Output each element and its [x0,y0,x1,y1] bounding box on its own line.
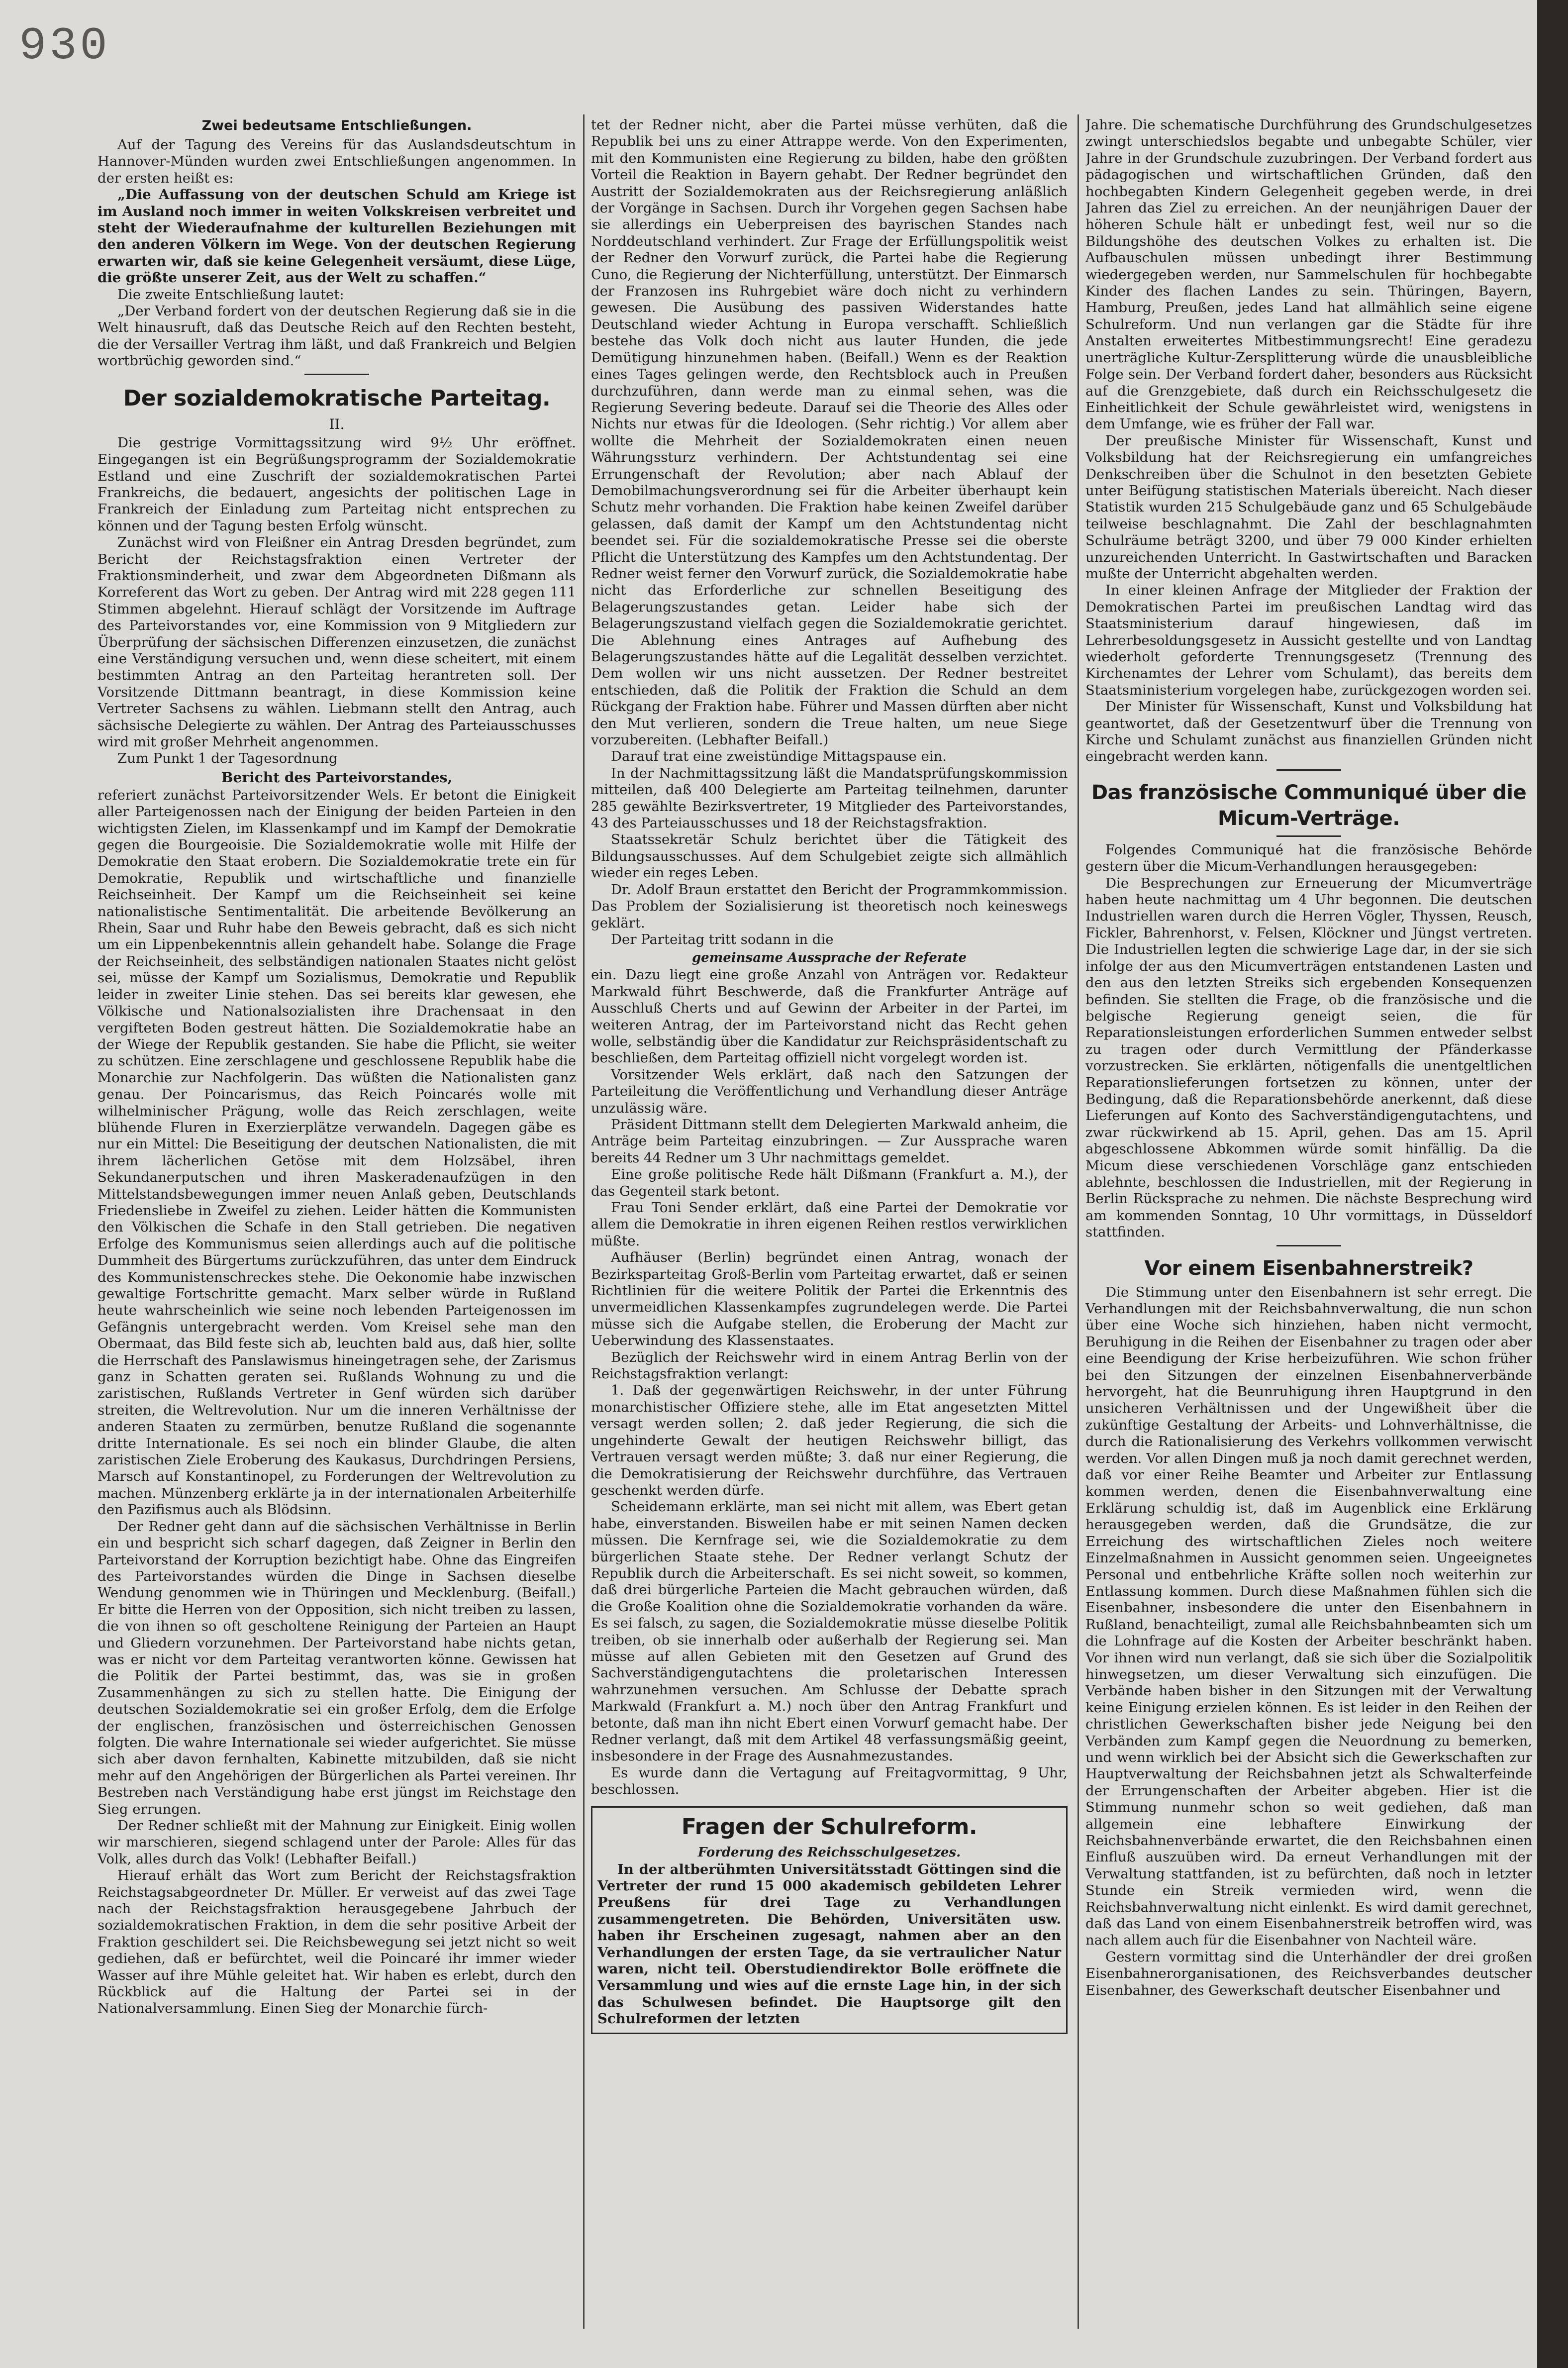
heading-eisenbahnerstreik: Vor einem Eisenbahnerstreik? [1144,1256,1473,1280]
paragraph: Es wurde dann die Vertagung auf Freitagvormittag, 9 Uhr, beschlossen. [591,1764,1068,1798]
paragraph: Hierauf erhält das Wort zum Bericht der Reichstagsfraktion Reichstagsabgeordneter Dr. Müller. Er verweist auf das zwei Tage nach der Reichstagsfraktion herausgegebene Jahrbuch der sozialdemokratischen Fraktion, in dem die sehr positive Arbeit der Fraktion geschildert sei. Die Reichsbewegung sei jetzt nicht so weit gediehen, daß er befürchtet, weil die Poincaré ihr immer wieder Wasser auf ihre Mühle geleitet hat. Wir haben es erlebt, durch den Rückblick auf die Haltung der Partei sei in der Nationalversammlung. Einen Sieg der Monarchie fürch- [98,1867,576,2017]
subheading-bericht-parteivorstand: Bericht des Parteivorstandes, [221,769,453,786]
article-schulreform-box [591,1806,1068,2034]
paragraph: ein. Dazu liegt eine große Anzahl von Anträgen vor. Redakteur Markwald führt Beschwerde, daß die Frankfurter Anträge auf Ausschluß Cherts und auf Gewinn der Arbeiter in der Partei, im weiteren Antrag, der im Parteivorstand nicht das Recht gehen wolle, selbständig über die Kandidatur zur Reichspräsidentschaft zu beschließen, dem Parteitag offiziell nicht vorgelegt worden ist. [591,967,1068,1066]
paragraph: Der preußische Minister für Wissenschaft, Kunst und Volksbildung hat der Reichsregierung ein umfangreiches Denkschreiben über die Schulnot in den besetzten Gebiete unter Beifügung statistischen Materials übereicht. Nach dieser Statistik wurden 215 Schulgebäude ganz und 65 Schulgebäude teilweise beschlagnahmt. Die Zahl der beschlagnahmten Schulräume beträgt 3200, und über 79 000 Kinder erhielten unzureichenden Unterricht. In Gastwirtschaften und Baracken mußte der Unterricht abgehalten werden. [1085,432,1532,582]
paragraph: Vorsitzender Wels erklärt, daß nach den Satzungen der Parteileitung die Veröffentlichung und Verhandlung dieser Anträge unzulässig wäre. [591,1066,1068,1116]
heading-parteitag: Der sozialdemokratische Parteitag. [123,385,551,411]
paragraph: Der Redner geht dann auf die sächsischen Verhältnisse in Berlin ein und bespricht sich scharf dagegen, daß Zeigner in Berlin den Parteivorstand der Korruption bezichtigt habe. Ohne das Eingreifen des Parteivorstandes würden die Dinge in Sachsen dieselbe Wendung genommen wie in Thüringen und Mecklenburg. (Beifall.) Er bitte die Herren von der Opposition, sich nicht treiben zu lassen, die von ihnen so oft gescholtene Reinigung der Parteien an Haupt und Gliedern vorzunehmen. Der Parteivorstand habe nichts getan, was er nicht vor dem Parteitag verantworten könne. Gewissen hat die Politik der Partei bestimmt, das, was sie in großen Zusammenhängen zu sich zu stellen hatte. Die Einigung der deutschen Sozialdemokratie sei ein großer Erfolg, dem die Erfolge der englischen, französischen und österreichischen Genossen folgten. Die wahre Internationale sei wieder aufgerichtet. Sie müsse sich aber davon fernhalten, Kabinette mitzubilden, daß sie nicht mehr auf den Angehörigen der Bürgerlichen als Partei vereinen. Ihr Bestreben nach Verständigung habe erst jüngst im Reichstage den Sieg errungen. [98,1518,576,1817]
paragraph: Staatssekretär Schulz berichtet über die Tätigkeit des Bildungsausschusses. Auf dem Schulgebiet zeigte sich allmählich wieder ein reges Leben. [591,831,1068,881]
section-divider [1276,1245,1341,1246]
heading-micum-communique: Das französische Communiqué über die Micum-Verträge. [1091,781,1527,830]
paragraph: Bezüglich der Reichswehr wird in einem Antrag Berlin von der Reichstagsfraktion verlangt: [591,1349,1068,1382]
paragraph: In einer kleinen Anfrage der Mitglieder der Fraktion der Demokratischen Partei im preußischen Landtag wird das Staatsministerium darauf hingewiesen, daß im Lehrerbesoldungsgesetz in Aussicht gestellte und von Landtag wiederholt geforderte Trennungsgesetz (Trennung des Kirchenamtes der Lehrer vom Schulamt), das bereits dem Staatsministerium vorgelegen habe, zurückgezogen worden sei. [1085,582,1532,698]
paragraph: Der Minister für Wissenschaft, Kunst und Volksbildung hat geantwortet, daß der Gesetzentwurf über die Trennung von Kirche und Schulamt zunächst aus finanziellen Gründen nicht eingebracht werden kann. [1085,699,1532,765]
paragraph: Folgendes Communiqué hat die französische Behörde gestern über die Micum-Verhandlungen herausgegeben: [1085,841,1532,875]
scan-edge-strip [1537,0,1568,2368]
paragraph: Scheidemann erklärte, man sei nicht mit allem, was Ebert getan habe, einverstanden. Bisweilen habe er mit seinen Namen decken müssen. Die Kernfrage sei, wie die Sozialdemokratie zu dem bürgerlichen Staate stehe. Der Redner verlangt Schutz der Republik durch die Arbeiterschaft. Es sei nicht soweit, so kommen, daß drei bürgerliche Parteien die Macht gebrauchen würden, daß die Große Koalition ohne die Sozialdemokratie vorhanden da wäre. Es sei falsch, zu sagen, die Sozialdemokratie müsse dieselbe Politik treiben, ob sie innerhalb oder außerhalb der Regierung sei. Man müsse auf allen Gebieten mit den Gesetzen auf Grund des Sachverständigengutachtens die proletarischen Interessen wahrzunehmen versuchen. Am Schlusse der Debatte sprach Markwald (Frankfurt a. M.) noch über den Antrag Frankfurt und betonte, daß man ihn nicht Ebert einen Vorwurf gemacht habe. Der Redner verlangt, daß mit dem Artikel 48 verfassungsmäßig geeint, insbesondere in der Frage des Ausnahmezustandes. [591,1499,1068,1764]
paragraph: Die gestrige Vormittagssitzung wird 9½ Uhr eröffnet. Eingegangen ist ein Begrüßungsprogramm der Sozialdemokratie Estland und eine Zuschrift der sozialdemokratischen Partei Frankreichs, die bedauert, angesichts der politischen Lage in Frankreich der Einladung zum Parteitag nicht entsprechen zu können und der Tagung besten Erfolg wünscht. [98,434,576,534]
section-divider [1276,835,1341,837]
column-left [98,117,576,2017]
paragraph: Die Stimmung unter den Eisenbahnern ist sehr erregt. Die Verhandlungen mit der Reichsbahnverwaltung, die nun schon über eine Woche sich hinziehen, haben nicht vermocht, Beruhigung in die Reihen der Eisenbahner zu tragen oder aber eine Beendigung der Krise herbeizuführen. Wie schon früher bei den Sitzungen der einzelnen Eisenbahnerverbände hervorgeht, hat die Beunruhigung ihren Hauptgrund in den unsicheren Verhältnissen und der Ungewißheit über die zukünftige Gestaltung der Arbeits- und Lohnverhältnisse, die durch die Rationalisierung des Verkehrs vollkommen verwischt werden. Vor allen Dingen muß ja noch damit gerechnet werden, daß vor einer Reihe Beamter und Arbeiter zur Entlassung kommen werden, denen die Eisenbahnverwaltung eine Erklärung schuldig ist, daß im Augenblick eine Erklärung herausgegeben werden, daß die Grundsätze, die zur Erreichung des wirtschaftlichen Zieles noch weitere Einzelmaßnahmen in Aussicht genommen seien. Ungeeignetes Personal und entbehrliche Kräfte sollen noch weiterhin zur Entlassung kommen. Durch diese Maßnahmen fühlen sich die Eisenbahner, insbesondere die unter den Eisenbahnern in Rußland, benachteiligt, zumal alle Reichsbahnbeamten sich um die Lohnfrage auf die Kosten der Arbeiter beschränkt haben. Vor ihnen wird nun verlangt, daß sie sich über die Sozialpolitik hinwegsetzen, um dieser Verwaltung sich einzufügen. Die Verbände haben bisher in den Sitzungen mit der Verwaltung keine Einigung erzielen können. Es ist leider in den Reihen der christlichen Gewerkschaften bisher jede Neigung bei den Verbänden zum Kampf gegen die Neuordnung zu bemerken, und wenn wirklich bei der Absicht sich die Gewerkschaften zur Hauptverwaltung der Reichsbahnen jetzt als Schwalterfeinde der Errungenschaften der Arbeiter abgeben. Hier ist die Stimmung nunmehr schon so weit gediehen, daß man allgemein eine lebhaftere Einwirkung der Reichsbahnenverbände erwartet, die den Reichsbahnen einen Einfluß auszuüben wird. Da erneut Verhandlungen mit der Verwaltung stattfanden, ist zu befürchten, daß noch in letzter Stunde ein Streik vermieden wird, wenn die Reichsbahnverwaltung nicht einlenkt. Es wird damit gerechnet, daß das Land von einem Eisenbahnerstreik betroffen wird, was nach allem auch für die Eisenbahner von Nachteil wäre. [1085,1284,1532,1949]
paragraph: Der Parteitag tritt sodann in die [611,931,834,947]
paragraph: Der Redner schließt mit der Mahnung zur Einigkeit. Einig wollen wir marschieren, siegend schlagend unter der Parole: Alles für das Volk, alles durch das Volk! (Lebhafter Beifall.) [98,1818,576,1867]
paragraph: Darauf trat eine zweistündige Mittagspause ein. [611,748,947,765]
column-right [1085,117,1532,1999]
paragraph: Zunächst wird von Fleißner ein Antrag Dresden begründet, zum Bericht der Reichstagsfraktion einen Vertreter der Fraktionsminderheit, und zwar dem Abgeordneten Dißmann als Korreferent das Wort zu geben. Der Antrag wird mit 228 gegen 111 Stimmen abgelehnt. Hierauf schlägt der Vorsitzende im Auftrage des Parteivorstandes vor, eine Kommission von 9 Mitgliedern zur Überprüfung der sächsischen Differenzen einzusetzen, die zunächst eine Verständigung versuchen und, wenn diese scheitert, mit einem bestimmten Antrag an den Parteitag herantreten soll. Der Vorsitzende Dittmann beantragt, in diese Kommission keine Vertreter Sachsens zu wählen. Liebmann stellt den Antrag, auch sächsische Delegierte zu wählen. Der Antrag des Parteiausschusses wird mit großer Mehrheit angenommen. [98,534,576,750]
paragraph: Gestern vormittag sind die Unterhändler der drei großen Eisenbahnerorganisationen, des Reichsverbandes deutscher Eisenbahner, des Gewerkschaft deutscher Eisenbahner und [1085,1949,1532,1998]
section-divider [1276,769,1341,771]
paragraph: Frau Toni Sender erklärt, daß eine Partei der Demokratie vor allem die Demokratie in ihren eigenen Reihen restlos verwirklichen müßte. [591,1200,1068,1249]
subheading-aussprache: gemeinsame Aussprache der Referate [692,950,967,966]
paragraph: Zum Punkt 1 der Tagesordnung [117,750,338,767]
paragraph: referiert zunächst Parteivorsitzender Wels. Er betont die Einigkeit aller Parteigenossen nach der Einigung der beiden Parteien in den wichtigsten Zielen, im Klassenkampf und im Kampf der Demokratie gegen die Bourgeoisie. Die Sozialdemokratie wolle mit Hilfe der Demokratie den Staat erobern. Die Sozialdemokratie trete ein für Demokratie, Republik und wirtschaftliche und finanzielle Reichseinheit. Der Kampf um die Reichseinheit sei keine nationalistische Sentimentalität. Die arbeitende Bevölkerung an Rhein, Saar und Ruhr habe den Beweis gebracht, daß es sich nicht um ein Lippenbekenntnis allein gehandelt habe. Solange die Frage der Reichseinheit, des selbständigen nationalen Staates nicht gelöst sei, müsse der Kampf um Sozialismus, Demokratie und Republik leider in zweiter Linie stehen. Das sei bereits klar gewesen, ehe Völkische und Nationalsozialisten ihre Drachensaat in den vergifteten Boden gestreut hätten. Die Sozialdemokratie habe an der Wiege der Republik gestanden. Sie habe die Pflicht, sie weiter zu schützen. Eine zerschlagene und geschlossene Republik habe die Monarchie zur Nachfolgerin. Das wüßten die Nationalisten ganz genau. Der Poincarismus, das Reich Poincarés wolle mit wilhelminischer Prägung, wolle das Reich zerschlagen, weite blühende Fluren in Exerzierplätze verwandeln. Dagegen gäbe es nur ein Mittel: Die Beseitigung der deutschen Nationalisten, die mit ihrem lächerlichen Getöse mit dem Holzsäbel, ihren Sekundanerputschen und ihren Maskeradenaufzügen in den Mittelstandsbewegungen immer neuen Anlaß geben, Deutschlands Friedensliebe in Zweifel zu ziehen. Leider hätten die Kommunisten den Völkischen die Schafe in den Stall getrieben. Die negativen Erfolge des Kommunismus seien allerdings auch auf die politische Dummheit des Bürgertums zurückzuführen, das unter dem Eindruck des Kommunistenschreckes stehe. Die Oekonomie habe inzwischen gewaltige Fortschritte gemacht. Marx selber würde in Rußland heute wahrscheinlich wie seine noch lebenden Parteigenossen im Gefängnis untergebracht werden. Vom Kreisel sehe man den Obermaat, das Bild feste sich ab, leuchten bald aus, daß hier, sollte die Herrschaft des Panslawismus hineingetragen sehe, der Zarismus ganz in Schatten geraten sei. Rußlands Wohnung zu und die zaristischen, Rußlands Vertreter in Genf würden sich darüber streiten, die Weltrevolution. Nur um die inneren Verhältnisse der anderen Staaten zu zermürben, benutze Rußland die sogenannte dritte Internationale. Es sei noch ein blinder Glaube, die alten zaristischen Ziele Eroberung des Kaukasus, Durchdringen Persiens, Marsch auf Konstantinopel, zu Forderungen der Weltrevolution zu machen. Münzenberg erklärte ja in der internationalen Arbeiterhilfe den Pazifismus auch als Blödsinn. [98,787,576,1518]
paragraph: Aufhäuser (Berlin) begründet einen Antrag, wonach der Bezirksparteitag Groß-Berlin vom Parteitag erwartet, daß er seinen Richtlinien für die weitere Politik der Partei die Erkenntnis des unvermeidlichen Klassenkampfes zugrundelegen werde. Die Partei müsse sich die Aufgabe stellen, die Eroberung der Macht zur Ueberwindung des Klassenstaates. [591,1249,1068,1349]
quote-resolution-1: „Die Auffassung von der deutschen Schuld am Kriege ist im Ausland noch immer in weiten Volkskreisen verbreitet und steht der Wiederaufnahme der kulturellen Beziehungen mit den anderen Völkern im Wege. Von der deutschen Regierung erwarten wir, daß sie keine Gelegenheit versäumt, diese Lüge, die größte unserer Zeit, aus der Welt zu schaffen.“ [98,187,576,286]
paragraph: In der altberühmten Universitätsstadt Göttingen sind die Vertreter der rund 15 000 akademisch gebildeten Lehrer Preußens für drei Tage zu Verhandlungen zusammengetreten. Die Behörden, Universitäten usw. haben ihr Erscheinen zugesagt, nahmen aber an den Verhandlungen der ersten Tage, da sie vertraulicher Natur waren, nicht teil. Oberstudiendirektor Bolle eröffnete die Versammlung und wies auf die ernste Lage hin, in der sich das Schulwesen befindet. Die Hauptsorge gilt den Schulreformen der letzten [597,1861,1061,2027]
column-rule-2 [1078,114,1079,2329]
quote-resolution-2: „Der Verband fordert von der deutschen Regierung daß sie in die Welt hinausruft, daß das Deutsche Reich auf den Rechten besteht, die der Versailler Vertrag ihm läßt, und daß Frankreich und Belgien wortbrüchig geworden sind.“ [98,303,576,369]
paragraph: Die Besprechungen zur Erneuerung der Micumverträge haben heute nachmittag um 4 Uhr begonnen. Die deutschen Industriellen waren durch die Herren Vögler, Thyssen, Reusch, Fickler, Bahrenhorst, v. Felsen, Klöckner und Jüngst vertreten. Die Industriellen legten die schwierige Lage dar, in der sie sich infolge der aus den Micumverträgen entstandenen Lasten und den aus den letzten Streiks sich ergebenden Konsequenzen befinden. Sie stellten die Frage, ob die französische und die belgische Regierung geneigt seien, die für Reparationsleistungen erforderlichen Summen entweder selbst zu tragen oder durch Vermittlung der Pfänderkasse vorzustrecken. Sie erklärten, nötigenfalls die unentgeltlichen Reparationslieferungen fortsetzen zu können, unter der Bedingung, daß die Reparationsbehörde anerkennt, daß diese Lieferungen auf Konto des Sachverständigengutachtens, und zwar rückwirkend ab 15. April, gehen. Das am 15. April abgeschlossene Abkommen würde somit hinfällig. Da die Micum diese verschiedenen Vorschläge ganz entschieden ablehnte, beschlossen die Industriellen, mit der Regierung in Berlin Rücksprache zu nehmen. Die nächste Besprechung wird am kommenden Sonntag, 10 Uhr vormittags, in Düsseldorf stattfinden. [1085,875,1532,1240]
paragraph: tet der Redner nicht, aber die Partei müsse verhüten, daß die Republik bei uns zu einer Attrappe werde. Von den Experimenten, mit den Kommunisten eine Regierung zu bilden, habe den größten Vorteil die Reaktion in Bayern gehabt. Der Redner begründet den Austritt der Sozialdemokraten aus der Reichsregierung anläßlich der Vorgänge in Sachsen. Durch ihr Vorgehen gegen Sachsen habe sie allerdings ein Ueberpreisen des bayrischen Standes nach Norddeutschland verhindert. Zur Frage der Erfüllungspolitik weist der Redner den Vorwurf zurück, die Partei habe die Regierung Cuno, die Regierung der Nichterfüllung, unterstützt. Der Einmarsch der Franzosen ins Ruhrgebiet wäre doch nicht zu verhindern gewesen. Die Ausübung des passiven Widerstandes hatte Deutschland wieder Achtung in Europa verschafft. Schließlich bestehe das Volk doch nicht aus lauter Hunden, die jede Demütigung hinzunehmen haben. (Beifall.) Wenn es der Reaktion eines Tages gelingen werde, den Rechtsblock auch in Preußen durchzuführen, dann werde man zu einmal sehen, was die Regierung Severing bedeute. Darauf sei die Theorie des Alles oder Nichts nur etwas für die Ideologen. (Sehr richtig.) Vor allem aber wollte die Mehrheit der Sozialdemokraten einen neuen Währungssturz verhindern. Der Achtstundentag sei eine Errungenschaft der Revolution; aber nach Ablauf der Demobilmachungsverordnung sei für die Arbeiter überhaupt kein Schutz mehr vorhanden. Die Fraktion habe keinen Zweifel darüber gelassen, daß damit der Kampf um den Achtstundentag nicht beendet sei. Für die sozialdemokratische Presse sei die oberste Pflicht die Unterstützung des Kampfes um den Achtstundentag. Der Redner weist ferner den Vorwurf zurück, die Sozialdemokratie habe nicht das Erforderliche zur schnellen Beseitigung des Belagerungszustandes getan. Leider habe sich der Belagerungszustand vielfach gegen die Sozialdemokratie gerichtet. Die Ablehnung eines Antrages auf Aufhebung des Belagerungszustandes hätte auf die Legalität desselben verzichtet. Dem wollen wir uns nicht aussetzen. Der Redner bestreitet entschieden, daß die Politik der Fraktion die Schuld an dem Rückgang der Fraktion habe. Führer und Massen dürften aber nicht den Mut verlieren, sondern die Treue halten, um neue Siege vorzubereiten. (Lebhafter Beifall.) [591,117,1068,748]
paragraph: Die zweite Entschließung lautet: [117,286,344,303]
heading-schulreform: Fragen der Schulreform. [681,1814,978,1840]
subheading-reichsschulgesetz: Forderung des Reichsschulgesetzes. [697,1845,961,1860]
page-number: 930 [19,20,110,72]
heading-zwei-entschliessungen: Zwei bedeutsame Entschließungen. [201,118,472,133]
column-middle [591,117,1068,2034]
paragraph: Eine große politische Rede hält Dißmann (Frankfurt a. M.), der das Gegenteil stark betont. [591,1166,1068,1199]
section-divider [304,374,369,375]
paragraph: 1. Daß der gegenwärtigen Reichswehr, in der unter Führung monarchistischer Offiziere stehe, alle im Etat angesetzten Mittel versagt werden sollen; 2. daß jeder Regierung, die sich die ungehinderte Gewalt der heutigen Reichswehr billigt, das Vertrauen versagt werden müßte; 3. daß nur einer Regierung, die die Demokratisierung der Reichswehr durchführe, das Vertrauen geschenkt werden dürfe. [591,1382,1068,1498]
heading-parteitag-part: II. [329,415,345,432]
column-rule-1 [583,114,585,2329]
paragraph: Auf der Tagung des Vereins für das Auslandsdeutschtum in Hannover-Münden wurden zwei Entschließungen angenommen. In der ersten heißt es: [98,137,576,186]
paragraph: Präsident Dittmann stellt dem Delegierten Markwald anheim, die Anträge beim Parteitag einzubringen. — Zur Aussprache waren bereits 44 Redner um 3 Uhr nachmittags gemeldet. [591,1116,1068,1166]
paragraph: Dr. Adolf Braun erstattet den Bericht der Programmkommission. Das Problem der Sozialisierung ist theoretisch noch keineswegs geklärt. [591,881,1068,931]
paragraph: Jahre. Die schematische Durchführung des Grundschulgesetzes zwingt unterschiedslos begabte und unbegabte Schüler, vier Jahre in der Grundschule zuzubringen. Der Verband fordert aus pädagogischen und wirtschaftlichen Gründen, daß den hochbegabten Kindern Gelegenheit gegeben werde, in drei Jahren das Ziel zu erreichen. An der neunjährigen Dauer der höheren Schule hält er unbedingt fest, weil nur so die Bildungshöhe des deutschen Volkes zu erhalten ist. Die Aufbauschulen müssen unbedingt ihrer Bestimmung wiedergegeben werden, nur Sammelschulen für hochbegabte Kinder des flachen Landes zu sein. Thüringen, Bayern, Hamburg, Preußen, jedes Land hat allmählich seine eigene Schulreform. Und nun verlangen gar die Städte für ihre Anstalten erweitertes Mitbestimmungsrecht! Eine geradezu unerträgliche Kultur-Zersplitterung würde die unausbleibliche Folge sein. Der Verband fordert daher, besonders aus Rücksicht auf die Grenzgebiete, daß durch ein Reichsschulgesetz die Einheitlichkeit der Schule gewährleistet wird, wenigstens in dem Umfange, wie es früher der Fall war. [1085,117,1532,432]
paragraph: In der Nachmittagssitzung läßt die Mandatsprüfungskommission mitteilen, daß 400 Delegierte am Parteitag teilnehmen, darunter 285 gewählte Bezirksvertreter, 19 Mitglieder des Parteivorstandes, 43 des Parteiausschusses und 18 der Reichstagsfraktion. [591,765,1068,831]
